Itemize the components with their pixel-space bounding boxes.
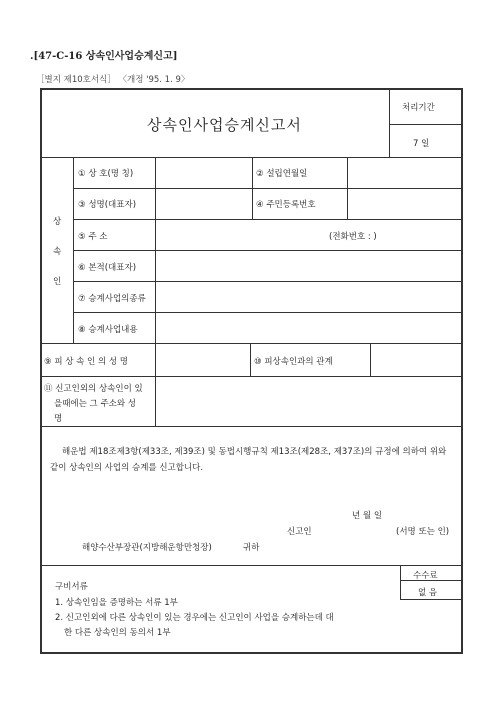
form-title: 상속인사업승계신고서 (147, 116, 302, 134)
form-number: ［별지 제10호서식］ 〈개정 '95. 1. 9〉 (36, 75, 190, 85)
business-type-field[interactable] (157, 283, 460, 311)
processing-period-value: 7 일 (413, 139, 430, 149)
applicant-signature-field[interactable] (320, 520, 390, 536)
relationship-field[interactable] (372, 345, 460, 375)
documents-item-2-line2: 한 다른 상속인의 동의서 1부 (64, 628, 171, 638)
business-content-field[interactable] (157, 314, 460, 342)
office-location-label: ⑥ 본적(대표자) (78, 263, 137, 273)
address-field[interactable] (157, 221, 327, 249)
established-date-label: ② 설립연월일 (256, 169, 308, 179)
applicant-label: 신고인 (287, 527, 312, 537)
declaration-date: 년 월 일 (352, 511, 383, 521)
trade-name-field[interactable] (157, 159, 251, 187)
form-code: .[47-C-16 상속인사업승계신고] (30, 51, 178, 62)
decedent-name-field[interactable] (157, 345, 249, 375)
other-heirs-label-line3: 명 (54, 414, 63, 424)
address-label: ⑤ 주 소 (78, 232, 108, 242)
fee-value: 없 음 (418, 588, 438, 598)
name-representative-field[interactable] (157, 190, 251, 218)
processing-period-label: 처리기간 (402, 103, 435, 113)
decedent-name-label: ⑨ 피 상 속 인 의 성 명 (44, 357, 129, 367)
relationship-label: ⑩ 피상속인과의 관계 (254, 357, 333, 367)
other-heirs-label-line1: ⑪ 신고인외의 상속인이 있 (44, 384, 143, 394)
documents-item-1: 1. 상속인임을 증명하는 서류 1부 (55, 598, 178, 608)
heir-group-label-2: 속 (53, 247, 62, 257)
heir-group-label-1: 상 (53, 217, 62, 227)
documents-label: 구비서류 (55, 582, 88, 592)
recipient-suffix: 귀하 (243, 543, 260, 553)
heir-group-label-3: 인 (53, 277, 62, 287)
recipient-label: 해양수산부장관(지방해운항만청장) (82, 543, 212, 553)
documents-item-2-line1: 2. 신고인외에 다른 상속인이 있는 경우에는 신고인이 사업을 승계하는데 대 (55, 613, 334, 623)
name-representative-label: ③ 성명(대표자) (78, 200, 137, 210)
signature-label: (서명 또는 인) (396, 527, 450, 537)
other-heirs-label-line2: 을때에는 그 주소와 성 (54, 399, 137, 409)
phone-label: (전화번호 : ) (329, 232, 377, 242)
declaration-text: 해운법 제18조제3항(제33조, 제39조) 및 동법시행규칙 제13조(제28조, 제37조)의 규정에 의하여 위와 같이 상속인의 사업의 승계를 신고합니다. (50, 447, 447, 473)
business-content-label: ⑧ 승계사업내용 (78, 325, 138, 335)
office-location-field[interactable] (157, 252, 460, 280)
established-date-field[interactable] (349, 159, 460, 187)
other-heirs-field[interactable] (157, 378, 460, 425)
trade-name-label: ① 상 호(명 칭) (78, 169, 134, 179)
resident-number-label: ④ 주민등록번호 (256, 200, 316, 210)
fee-label: 수수료 (413, 571, 438, 581)
resident-number-field[interactable] (349, 190, 460, 218)
business-type-label: ⑦ 승계사업의종류 (78, 294, 146, 304)
